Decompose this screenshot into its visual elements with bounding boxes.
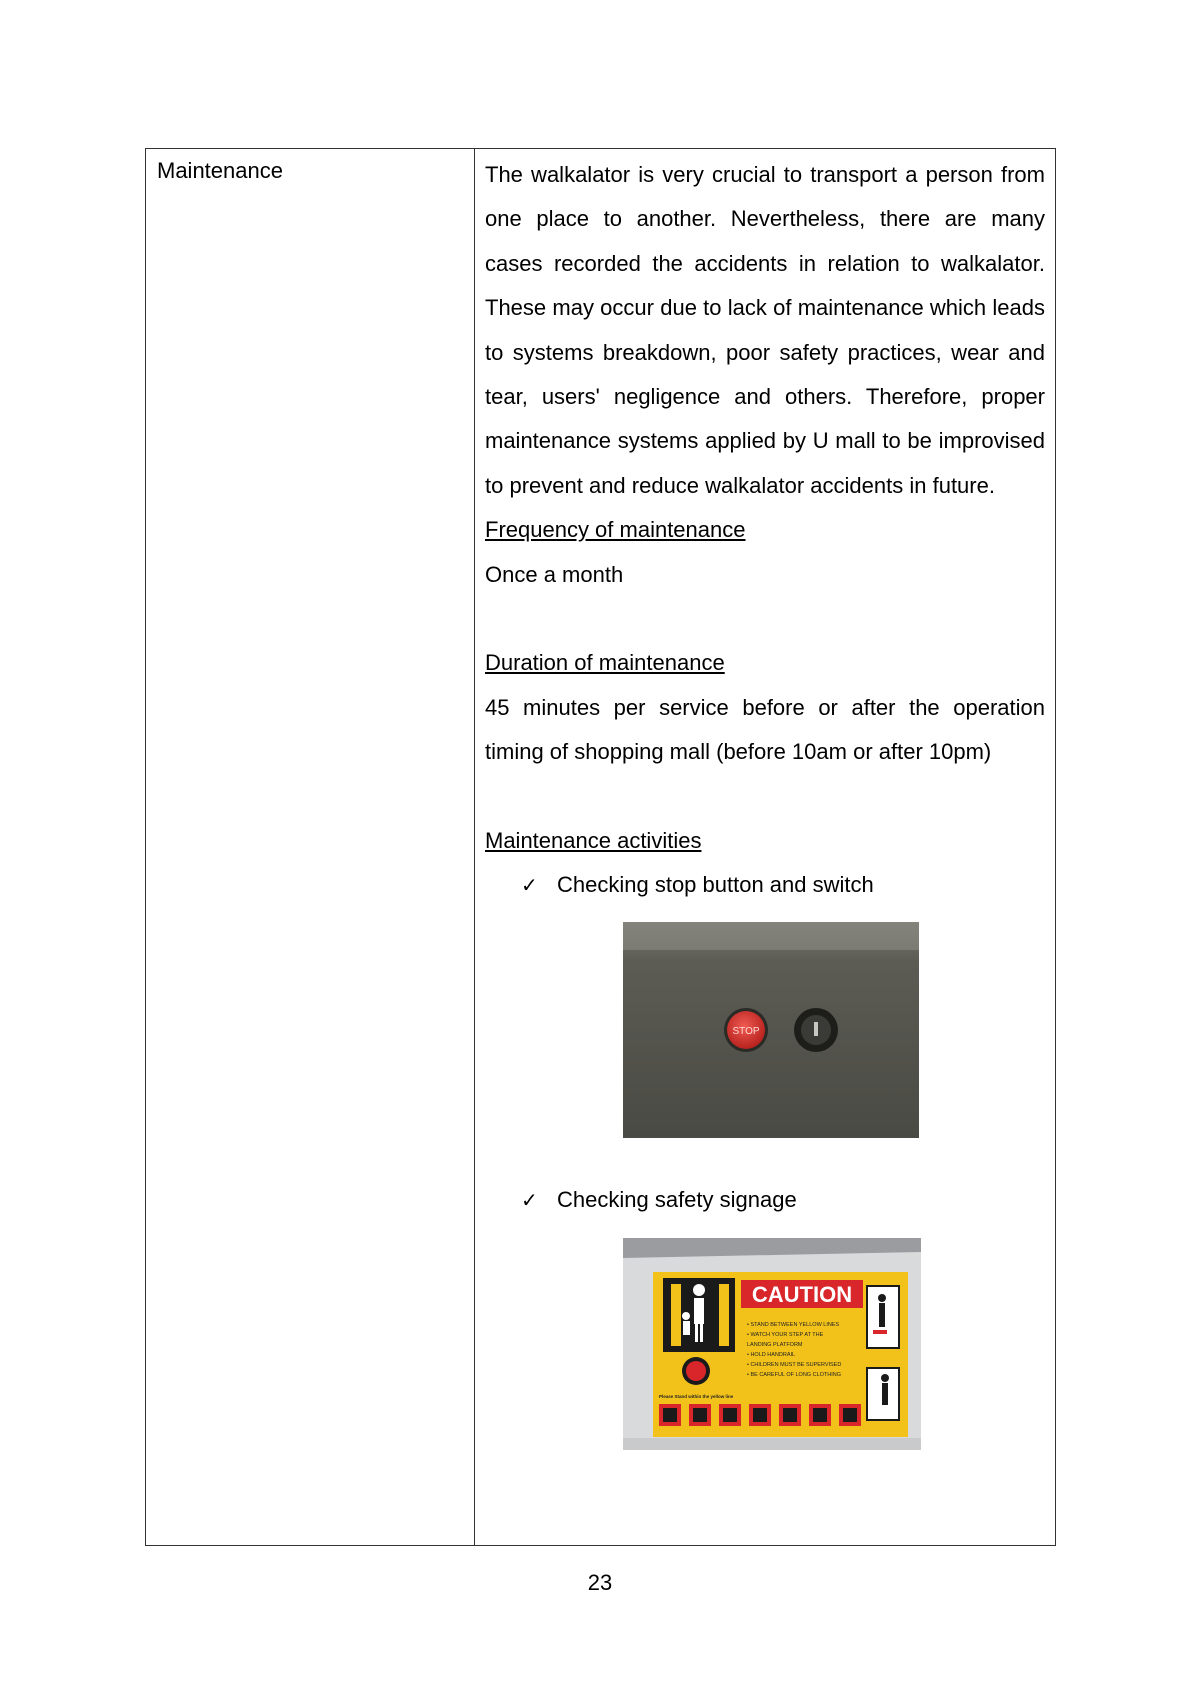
caution-bullet: LANDING PLATFORM bbox=[747, 1342, 803, 1349]
sign-footer: Please Stand within the yellow line bbox=[659, 1394, 734, 1400]
frequency-heading: Frequency of maintenance bbox=[485, 517, 746, 543]
caution-bullet: • HOLD HANDRAIL bbox=[747, 1352, 796, 1359]
activities-heading: Maintenance activities bbox=[485, 828, 702, 854]
checkmark-icon: ✓ bbox=[521, 873, 538, 898]
activity-label: Checking stop button and switch bbox=[557, 872, 874, 898]
maintenance-table bbox=[145, 148, 1056, 1546]
row-content bbox=[485, 153, 1045, 1522]
caution-bullet: • WATCH YOUR STEP AT THE bbox=[747, 1332, 824, 1339]
page-number: 23 bbox=[587, 1570, 613, 1595]
stop-button-photo bbox=[485, 908, 1045, 1178]
caution-bullet: • BE CAREFUL OF LONG CLOTHING bbox=[747, 1372, 842, 1379]
checkmark-icon: ✓ bbox=[521, 1187, 538, 1212]
activity-item bbox=[485, 863, 1045, 907]
safety-signage-photo bbox=[485, 1222, 1045, 1522]
stop-button-image bbox=[623, 922, 919, 1138]
duration-heading: Duration of maintenance bbox=[485, 650, 725, 676]
caution-bullet: • STAND BETWEEN YELLOW LINES bbox=[747, 1322, 840, 1329]
activity-label: Checking safety signage bbox=[557, 1186, 797, 1212]
stop-label: STOP bbox=[732, 1025, 760, 1037]
caution-title: CAUTION bbox=[751, 1282, 853, 1308]
intro-paragraph: The walkalator is very crucial to transport a person from one place to another. Nevertheless, there are many cases recorded the accidents in relation to walkalator. These may occur due to lack of maintenance which leads to systems breakdown, poor safety practices, wear and tear, users' negligence and others. Therefore, proper maintenance systems applied by U mall to be improvised to prevent and reduce walkalator accidents in future. bbox=[485, 162, 1045, 498]
caution-bullet: • CHILDREN MUST BE SUPERVISED bbox=[747, 1362, 842, 1369]
safety-sign-image bbox=[623, 1238, 921, 1450]
row-label: Maintenance bbox=[157, 158, 283, 183]
duration-value: 45 minutes per service before or after the operation timing of shopping mall (before 10am or after 10pm) bbox=[485, 694, 1045, 765]
activity-item bbox=[485, 1178, 1045, 1222]
frequency-value: Once a month bbox=[485, 561, 624, 587]
column-divider bbox=[474, 149, 475, 1545]
